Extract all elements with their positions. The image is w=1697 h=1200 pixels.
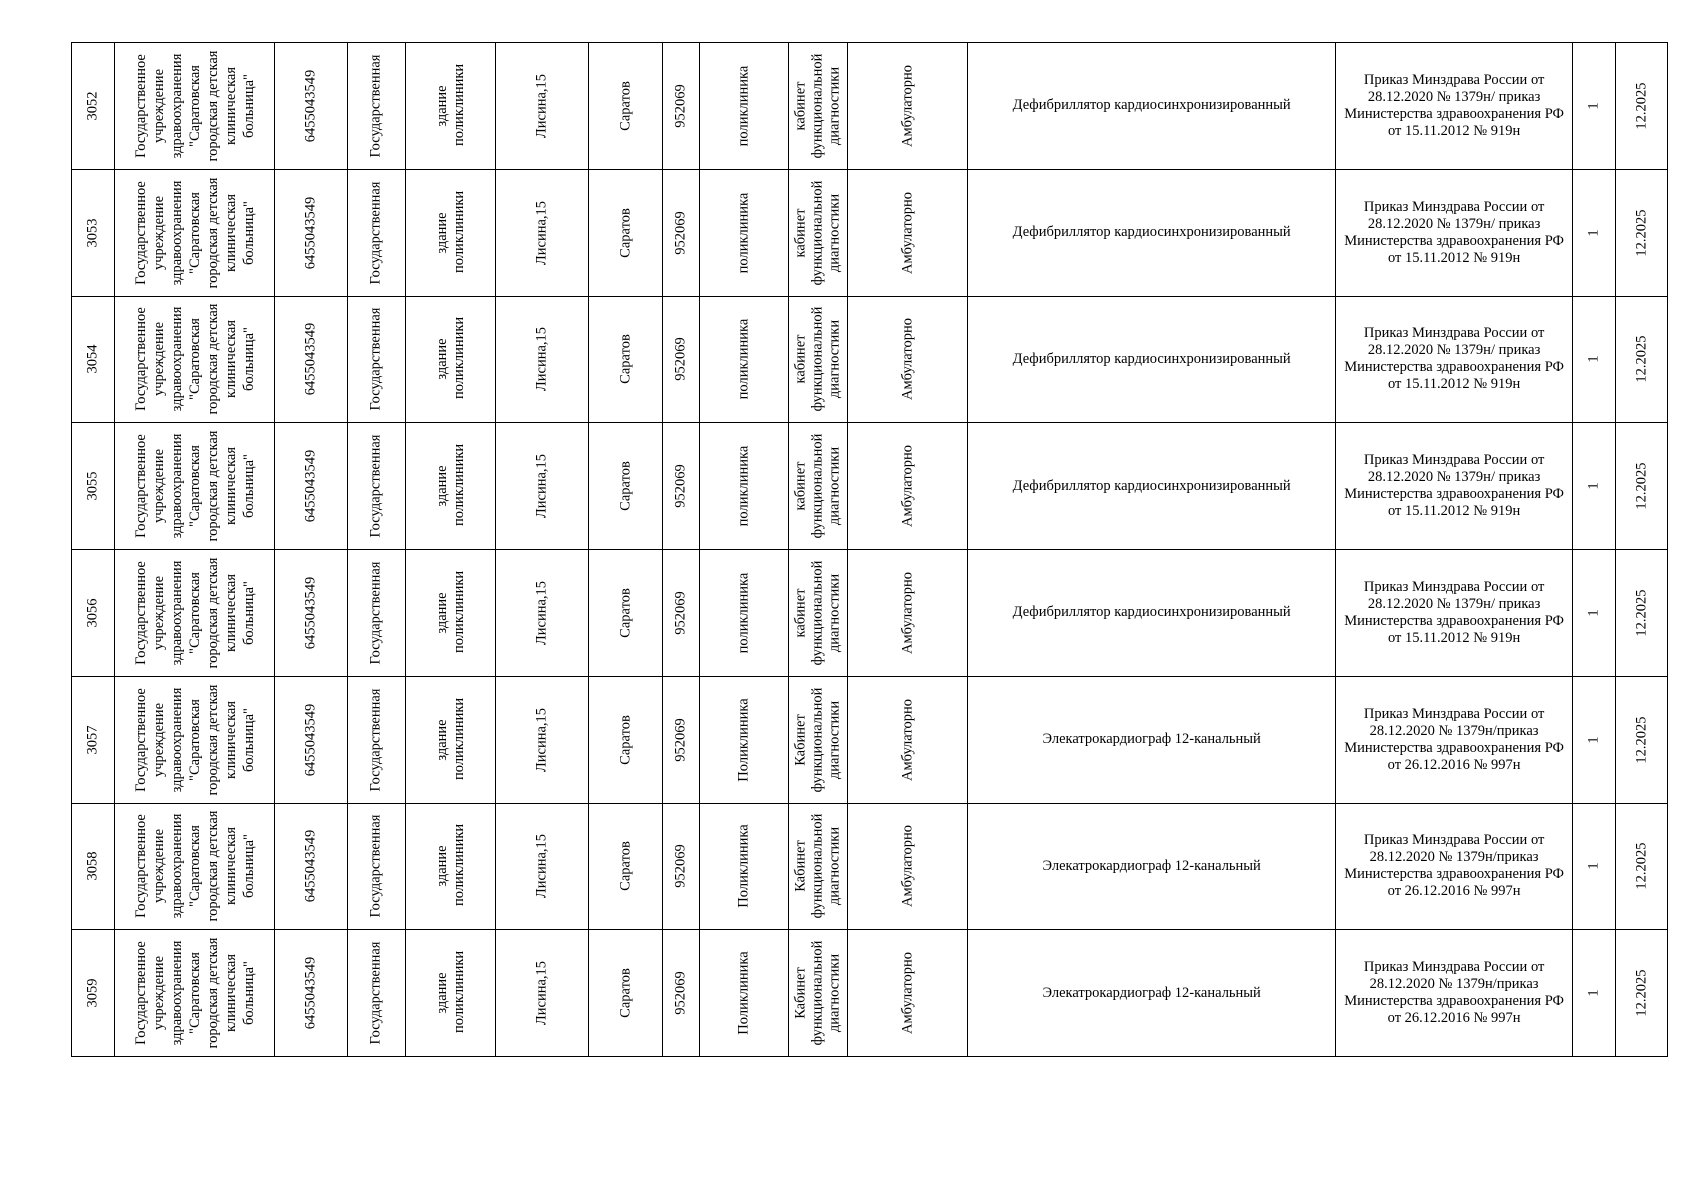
cell-quantity: [1572, 676, 1615, 803]
cell-text: Элекатрокардиограф 12-канальный: [1042, 857, 1261, 874]
cell-equipment-name: [967, 676, 1336, 803]
cell-text: Амбулаторно: [899, 64, 916, 147]
cell-text: Государственное учреждение здравоохранения "Саратовская городская детская клиническая больница": [132, 177, 257, 289]
cell-text: 1: [1585, 989, 1602, 997]
cell-record-number: [72, 676, 115, 803]
table-row: [72, 43, 1668, 170]
cell-text: здание поликлиники: [433, 697, 467, 780]
table-row: [72, 550, 1668, 677]
cell-ownership-form: [347, 423, 406, 550]
cell-text: 6455043549: [302, 196, 319, 269]
cell-street: [496, 423, 589, 550]
cell-text: кабинет функциональной диагностики: [792, 560, 843, 666]
cell-text: Поликлиника: [735, 697, 752, 782]
cell-text: Приказ Минздрава России от 28.12.2020 № 1379н/приказ Министерства здравоохранения РФ от 26.12.2016 № 997н: [1344, 959, 1564, 1027]
cell-street: [496, 550, 589, 677]
cell-text: Государственная: [367, 814, 384, 918]
cell-building: [406, 930, 496, 1057]
cell-care-type: [848, 803, 968, 930]
cell-organization: [115, 296, 275, 423]
cell-text: 3053: [84, 218, 101, 248]
cell-street: [496, 43, 589, 170]
cell-inn: [275, 423, 347, 550]
cell-regulation: [1336, 676, 1572, 803]
cell-due-date: [1616, 676, 1668, 803]
cell-inn: [275, 550, 347, 677]
cell-ownership-form: [347, 803, 406, 930]
table-row: [72, 803, 1668, 930]
cell-text: кабинет функциональной диагностики: [792, 180, 843, 286]
cell-street: [496, 296, 589, 423]
cell-inn: [275, 803, 347, 930]
cell-equipment-name: [967, 423, 1336, 550]
cell-text: Саратов: [617, 841, 634, 892]
cell-text: 1: [1585, 482, 1602, 490]
cell-record-number: [72, 550, 115, 677]
cell-regulation: [1336, 423, 1572, 550]
cell-text: Амбулаторно: [899, 445, 916, 528]
cell-text: Лисина,15: [533, 73, 550, 138]
cell-regulation: [1336, 930, 1572, 1057]
cell-text: Лисина,15: [533, 580, 550, 645]
cell-text: Амбулаторно: [899, 571, 916, 654]
cell-code: [663, 169, 699, 296]
cell-quantity: [1572, 803, 1615, 930]
table-row: [72, 930, 1668, 1057]
cell-text: 6455043549: [302, 323, 319, 396]
cell-text: Лисина,15: [533, 961, 550, 1026]
cell-text: 952069: [672, 337, 689, 382]
cell-building: [406, 43, 496, 170]
cell-text: Государственное учреждение здравоохранения "Саратовская городская детская клиническая больница": [132, 430, 257, 542]
cell-text: 952069: [672, 464, 689, 508]
cell-code: [663, 423, 699, 550]
cell-text: Саратов: [617, 714, 634, 765]
cell-text: 12.2025: [1633, 716, 1650, 764]
cell-text: здание поликлиники: [433, 190, 467, 273]
cell-building: [406, 296, 496, 423]
cell-record-number: [72, 930, 115, 1057]
cell-organization: [115, 930, 275, 1057]
cell-text: Саратов: [617, 334, 634, 385]
cell-text: 6455043549: [302, 576, 319, 650]
cell-regulation: [1336, 296, 1572, 423]
cell-quantity: [1572, 43, 1615, 170]
cell-text: здание поликлиники: [433, 63, 467, 146]
cell-text: кабинет функциональной диагностики: [792, 306, 843, 412]
cell-text: Саратов: [617, 461, 634, 511]
cell-text: 952069: [672, 84, 689, 128]
cell-text: 6455043549: [302, 703, 319, 776]
cell-text: 1: [1585, 736, 1602, 744]
cell-organization: [115, 423, 275, 550]
cell-care-type: [848, 676, 968, 803]
cell-text: здание поликлиники: [433, 950, 467, 1034]
cell-city: [589, 296, 663, 423]
cell-text: Государственная: [367, 54, 384, 158]
cell-text: Кабинет функциональной диагностики: [792, 940, 843, 1046]
cell-text: Амбулаторно: [899, 698, 916, 781]
cell-building: [406, 423, 496, 550]
cell-record-number: [72, 803, 115, 930]
cell-text: кабинет функциональной диагностики: [792, 433, 843, 539]
cell-record-number: [72, 423, 115, 550]
cell-text: 3056: [84, 598, 101, 628]
cell-city: [589, 803, 663, 930]
cell-quantity: [1572, 296, 1615, 423]
cell-organization: [115, 676, 275, 803]
cell-text: 12.2025: [1633, 969, 1650, 1017]
cell-city: [589, 676, 663, 803]
cell-text: 952069: [672, 971, 689, 1015]
cell-text: Государственная: [367, 561, 384, 665]
cell-building: [406, 803, 496, 930]
cell-city: [589, 423, 663, 550]
cell-text: 6455043549: [302, 956, 319, 1030]
cell-due-date: [1616, 169, 1668, 296]
cell-building: [406, 676, 496, 803]
cell-text: Саратов: [617, 81, 634, 131]
cell-text: Государственная: [367, 941, 384, 1045]
cell-text: поликлиника: [735, 445, 752, 527]
cell-text: 3055: [84, 471, 101, 501]
table-row: [72, 169, 1668, 296]
cell-room: [789, 296, 848, 423]
cell-text: Дефибриллятор кардиосинхронизированный: [1012, 604, 1291, 621]
cell-text: Поликлиника: [735, 951, 752, 1035]
cell-quantity: [1572, 169, 1615, 296]
cell-text: 1: [1585, 102, 1602, 110]
cell-code: [663, 296, 699, 423]
cell-unit: [699, 676, 789, 803]
cell-text: Государственное учреждение здравоохранения "Саратовская городская детская клиническая больница": [132, 50, 257, 162]
cell-quantity: [1572, 550, 1615, 677]
cell-text: Приказ Минздрава России от 28.12.2020 № 1379н/приказ Министерства здравоохранения РФ от 26.12.2016 № 997н: [1344, 705, 1564, 773]
cell-inn: [275, 676, 347, 803]
cell-inn: [275, 169, 347, 296]
cell-text: Поликлиника: [735, 824, 752, 909]
cell-inn: [275, 930, 347, 1057]
cell-record-number: [72, 296, 115, 423]
cell-room: [789, 930, 848, 1057]
cell-city: [589, 169, 663, 296]
cell-building: [406, 550, 496, 677]
cell-text: 1: [1585, 229, 1602, 237]
cell-text: Государственная: [367, 307, 384, 411]
cell-text: поликлиника: [735, 65, 752, 147]
cell-text: Государственная: [367, 688, 384, 792]
cell-unit: [699, 296, 789, 423]
cell-equipment-name: [967, 296, 1336, 423]
cell-text: Дефибриллятор кардиосинхронизированный: [1012, 350, 1291, 367]
cell-text: Саратов: [617, 207, 634, 258]
cell-regulation: [1336, 803, 1572, 930]
cell-text: Приказ Минздрава России от 28.12.2020 № 1379н/ приказ Министерства здравоохранения РФ от 15.11.2012 № 919н: [1344, 71, 1564, 139]
cell-text: Лисина,15: [533, 327, 550, 392]
table-row: [72, 676, 1668, 803]
cell-room: [789, 169, 848, 296]
cell-organization: [115, 550, 275, 677]
cell-text: 12.2025: [1633, 335, 1650, 383]
cell-text: 952069: [672, 717, 689, 762]
cell-ownership-form: [347, 676, 406, 803]
cell-text: здание поликлиники: [433, 824, 467, 907]
cell-text: Государственное учреждение здравоохранения "Саратовская городская детская клиническая больница": [132, 303, 257, 415]
cell-care-type: [848, 43, 968, 170]
cell-text: здание поликлиники: [433, 570, 467, 653]
cell-ownership-form: [347, 296, 406, 423]
cell-code: [663, 803, 699, 930]
cell-care-type: [848, 296, 968, 423]
cell-text: 1: [1585, 609, 1602, 617]
cell-text: поликлиника: [735, 192, 752, 273]
cell-text: 1: [1585, 355, 1602, 363]
cell-organization: [115, 803, 275, 930]
cell-ownership-form: [347, 930, 406, 1057]
cell-text: 6455043549: [302, 830, 319, 903]
cell-inn: [275, 296, 347, 423]
cell-text: 1: [1585, 862, 1602, 870]
cell-due-date: [1616, 550, 1668, 677]
cell-text: 3059: [84, 978, 101, 1008]
cell-text: 6455043549: [302, 449, 319, 523]
cell-due-date: [1616, 930, 1668, 1057]
cell-ownership-form: [347, 550, 406, 677]
cell-room: [789, 423, 848, 550]
cell-street: [496, 169, 589, 296]
cell-unit: [699, 423, 789, 550]
cell-unit: [699, 803, 789, 930]
cell-text: Дефибриллятор кардиосинхронизированный: [1012, 97, 1291, 114]
cell-text: Дефибриллятор кардиосинхронизированный: [1012, 477, 1291, 494]
cell-care-type: [848, 930, 968, 1057]
cell-text: 12.2025: [1633, 589, 1650, 637]
table-row: [72, 296, 1668, 423]
cell-text: 952069: [672, 844, 689, 889]
cell-care-type: [848, 550, 968, 677]
cell-text: Лисина,15: [533, 454, 550, 519]
cell-text: кабинет функциональной диагностики: [792, 53, 843, 159]
cell-equipment-name: [967, 803, 1336, 930]
cell-text: 12.2025: [1633, 842, 1650, 890]
cell-code: [663, 43, 699, 170]
cell-code: [663, 930, 699, 1057]
cell-regulation: [1336, 169, 1572, 296]
cell-text: здание поликлиники: [433, 443, 467, 527]
cell-text: Амбулаторно: [899, 825, 916, 908]
cell-inn: [275, 43, 347, 170]
cell-code: [663, 550, 699, 677]
cell-text: Дефибриллятор кардиосинхронизированный: [1012, 224, 1291, 241]
cell-text: 3052: [84, 91, 101, 121]
cell-text: Государственная: [367, 434, 384, 538]
cell-text: Приказ Минздрава России от 28.12.2020 № 1379н/ приказ Министерства здравоохранения РФ от 15.11.2012 № 919н: [1344, 578, 1564, 646]
cell-text: Амбулаторно: [899, 318, 916, 401]
cell-text: поликлиника: [735, 572, 752, 654]
cell-unit: [699, 930, 789, 1057]
cell-record-number: [72, 169, 115, 296]
cell-text: поликлиника: [735, 319, 752, 400]
cell-quantity: [1572, 423, 1615, 550]
cell-text: Элекатрокардиограф 12-канальный: [1042, 731, 1261, 748]
cell-text: Амбулаторно: [899, 952, 916, 1035]
cell-room: [789, 803, 848, 930]
cell-equipment-name: [967, 930, 1336, 1057]
cell-code: [663, 676, 699, 803]
cell-room: [789, 550, 848, 677]
cell-street: [496, 930, 589, 1057]
cell-text: Саратов: [617, 588, 634, 638]
cell-city: [589, 550, 663, 677]
cell-care-type: [848, 423, 968, 550]
cell-regulation: [1336, 43, 1572, 170]
cell-text: 952069: [672, 210, 689, 255]
cell-text: Амбулаторно: [899, 191, 916, 274]
cell-text: 12.2025: [1633, 209, 1650, 257]
cell-regulation: [1336, 550, 1572, 677]
cell-text: 3058: [84, 851, 101, 881]
cell-city: [589, 930, 663, 1057]
cell-room: [789, 676, 848, 803]
cell-unit: [699, 43, 789, 170]
cell-organization: [115, 169, 275, 296]
cell-text: Государственное учреждение здравоохранения "Саратовская городская детская клиническая больница": [132, 684, 257, 796]
cell-text: 12.2025: [1633, 82, 1650, 130]
cell-text: 952069: [672, 591, 689, 635]
cell-equipment-name: [967, 169, 1336, 296]
table-row: [72, 423, 1668, 550]
cell-text: Лисина,15: [533, 707, 550, 772]
cell-ownership-form: [347, 43, 406, 170]
cell-text: Приказ Минздрава России от 28.12.2020 № 1379н/приказ Министерства здравоохранения РФ от 26.12.2016 № 997н: [1344, 832, 1564, 900]
cell-text: Лисина,15: [533, 200, 550, 265]
cell-record-number: [72, 43, 115, 170]
cell-city: [589, 43, 663, 170]
cell-text: Кабинет функциональной диагностики: [792, 687, 843, 793]
cell-text: 3057: [84, 725, 101, 755]
cell-text: здание поликлиники: [433, 317, 467, 400]
cell-room: [789, 43, 848, 170]
cell-street: [496, 803, 589, 930]
cell-due-date: [1616, 423, 1668, 550]
cell-text: Саратов: [617, 968, 634, 1018]
cell-unit: [699, 550, 789, 677]
cell-text: Элекатрокардиограф 12-канальный: [1042, 984, 1261, 1001]
cell-text: Государственное учреждение здравоохранения "Саратовская городская детская клиническая больница": [132, 810, 257, 922]
cell-text: Приказ Минздрава России от 28.12.2020 № 1379н/ приказ Министерства здравоохранения РФ от 15.11.2012 № 919н: [1344, 452, 1564, 520]
cell-ownership-form: [347, 169, 406, 296]
cell-equipment-name: [967, 550, 1336, 677]
cell-equipment-name: [967, 43, 1336, 170]
cell-care-type: [848, 169, 968, 296]
cell-text: Государственное учреждение здравоохранения "Саратовская городская детская клиническая больница": [132, 557, 257, 669]
cell-due-date: [1616, 803, 1668, 930]
cell-text: Государственная: [367, 181, 384, 285]
cell-quantity: [1572, 930, 1615, 1057]
cell-due-date: [1616, 43, 1668, 170]
cell-text: 3054: [84, 344, 101, 374]
cell-building: [406, 169, 496, 296]
cell-street: [496, 676, 589, 803]
cell-text: Кабинет функциональной диагностики: [792, 813, 843, 919]
cell-text: Приказ Минздрава России от 28.12.2020 № 1379н/ приказ Министерства здравоохранения РФ от 15.11.2012 № 919н: [1344, 325, 1564, 393]
cell-text: Государственное учреждение здравоохранения "Саратовская городская детская клиническая больница": [132, 937, 257, 1049]
cell-text: 6455043549: [302, 69, 319, 143]
cell-text: Приказ Минздрава России от 28.12.2020 № 1379н/ приказ Министерства здравоохранения РФ от 15.11.2012 № 919н: [1344, 198, 1564, 266]
cell-unit: [699, 169, 789, 296]
cell-text: 12.2025: [1633, 462, 1650, 510]
equipment-register-table: [71, 42, 1668, 1057]
cell-text: Лисина,15: [533, 834, 550, 899]
cell-organization: [115, 43, 275, 170]
cell-due-date: [1616, 296, 1668, 423]
